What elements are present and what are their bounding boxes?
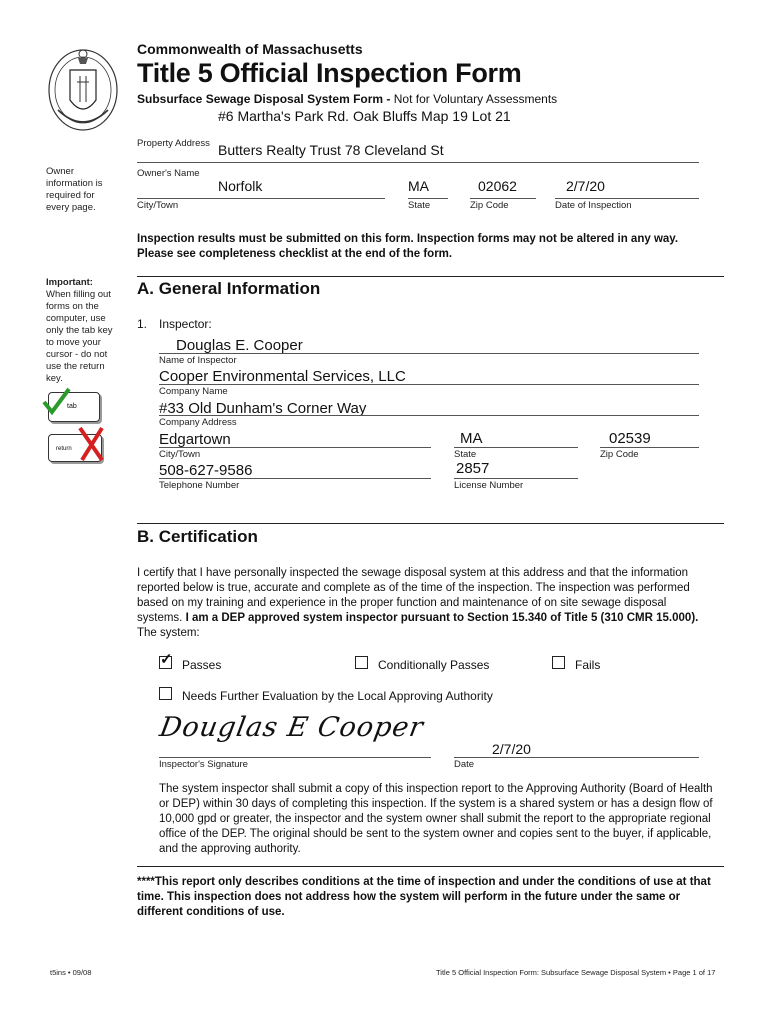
- license-label: License Number: [454, 480, 524, 491]
- company-state-label: State: [454, 449, 477, 460]
- subtitle-rest: Not for Voluntary Assessments: [393, 92, 558, 106]
- owner-city-value[interactable]: Norfolk: [218, 178, 263, 194]
- fails-checkbox[interactable]: [552, 656, 565, 669]
- certification-paragraph: [137, 566, 709, 641]
- passes-checkbox[interactable]: [159, 651, 173, 669]
- company-name-label: Company Name: [159, 386, 228, 397]
- license-value[interactable]: 2857: [456, 460, 490, 477]
- header-address: #6 Martha's Park Rd. Oak Bluffs Map 19 Lot 21: [218, 108, 511, 124]
- phone-value[interactable]: 508-627-9586: [159, 462, 253, 479]
- company-state-value[interactable]: MA: [460, 430, 483, 447]
- company-zip-label: Zip Code: [600, 449, 639, 460]
- important-note: When filling out forms on the computer, use only the tab key to move your cursor - do not use the return key.: [46, 289, 113, 384]
- conditional-label: Conditionally Passes: [378, 658, 490, 672]
- owner-zip-label: Zip Code: [470, 200, 509, 211]
- passes-label: Passes: [182, 658, 222, 672]
- massachusetts-seal-icon: [44, 40, 122, 136]
- fails-label: Fails: [575, 658, 601, 672]
- cert-bold: I am a DEP approved system inspector pursuant to Section 15.340 of Title 5 (310 CMR 15.000).: [185, 612, 699, 624]
- company-zip-value[interactable]: 02539: [609, 430, 651, 447]
- owner-info-note: Owner information is required for every page.: [46, 166, 103, 213]
- footer-left: t5ins • 09/08: [50, 968, 92, 977]
- section-a-title: A. General Information: [137, 279, 321, 298]
- further-eval-label: Needs Further Evaluation by the Local Approving Authority: [182, 689, 493, 703]
- item-number: 1.: [137, 317, 148, 331]
- owner-state-value[interactable]: MA: [408, 178, 429, 194]
- signature-label: Inspector's Signature: [159, 759, 248, 770]
- cert-date-value[interactable]: 2/7/20: [492, 741, 531, 757]
- property-address-label: Property Address: [137, 138, 210, 149]
- company-city-value[interactable]: Edgartown: [159, 431, 231, 448]
- inspection-date-label: Date of Inspection: [555, 200, 632, 211]
- company-city-label: City/Town: [159, 449, 201, 460]
- company-address-value[interactable]: #33 Old Dunham's Corner Way: [159, 400, 367, 417]
- tab-key-text: tab: [67, 403, 77, 410]
- inspector-item-label: Inspector:: [159, 317, 212, 331]
- owner-state-label: State: [408, 200, 431, 211]
- owner-city-label: City/Town: [137, 200, 179, 211]
- return-key-text: return: [56, 446, 72, 452]
- submission-notice: Inspection results must be submitted on this form. Inspection forms may not be altered in any way. Please see completeness checklist at the end of the form.: [137, 233, 679, 260]
- state-name: Commonwealth of Massachusetts: [137, 41, 363, 57]
- submission-instructions: The system inspector shall submit a copy of this inspection report to the Approving Authority (Board of Health or DEP) within 30 days of completing this inspection. If the system is a shared system or has a design flow of 10,000 gpd or greater, the inspector and the system owner shall submit the report to the appropriate regional office of the DEP. The original should be sent to the system owner and copies sent to the buyer, if applicable, and the approving authority.: [159, 783, 713, 855]
- section-b-title: B. Certification: [137, 527, 258, 546]
- important-title: Important:: [46, 277, 93, 288]
- further-eval-checkbox[interactable]: [159, 687, 172, 700]
- owner-name-value[interactable]: Butters Realty Trust 78 Cleveland St: [218, 142, 444, 158]
- green-check-icon: [40, 386, 72, 416]
- owner-zip-value[interactable]: 02062: [478, 178, 517, 194]
- passes-check-mark: ✓: [160, 651, 173, 668]
- cert-plain: I certify that I have personally inspected the sewage disposal system at this address and that the information reported below is true, accurate and complete as of the time of the inspection. The inspection was performed based on my training and experience in the proper function and maintenance of on site sewage disposal systems.: [137, 567, 690, 624]
- conditional-checkbox[interactable]: [355, 656, 368, 669]
- owner-name-label: Owner's Name: [137, 168, 200, 179]
- company-name-value[interactable]: Cooper Environmental Services, LLC: [159, 368, 406, 385]
- form-subtitle: [137, 92, 557, 106]
- inspection-date-value[interactable]: 2/7/20: [566, 178, 605, 194]
- red-x-icon: [76, 424, 106, 464]
- disclaimer: ****This report only describes conditions at the time of inspection and under the conditions of use at that time. This inspection does not address how the system will perform in the future under the same or different conditions of use.: [137, 876, 711, 918]
- inspector-signature: Douglas E Cooper: [157, 712, 427, 743]
- inspector-name-label: Name of Inspector: [159, 355, 237, 366]
- phone-label: Telephone Number: [159, 480, 240, 491]
- cert-tail: The system:: [137, 627, 200, 639]
- form-title: Title 5 Official Inspection Form: [137, 58, 522, 88]
- inspector-name-value[interactable]: Douglas E. Cooper: [176, 337, 303, 354]
- cert-date-label: Date: [454, 759, 475, 770]
- subtitle-bold: Subsurface Sewage Disposal System Form -: [137, 92, 394, 106]
- company-address-label: Company Address: [159, 417, 237, 428]
- footer-right: Title 5 Official Inspection Form: Subsurface Sewage Disposal System • Page 1 of 17: [436, 968, 716, 977]
